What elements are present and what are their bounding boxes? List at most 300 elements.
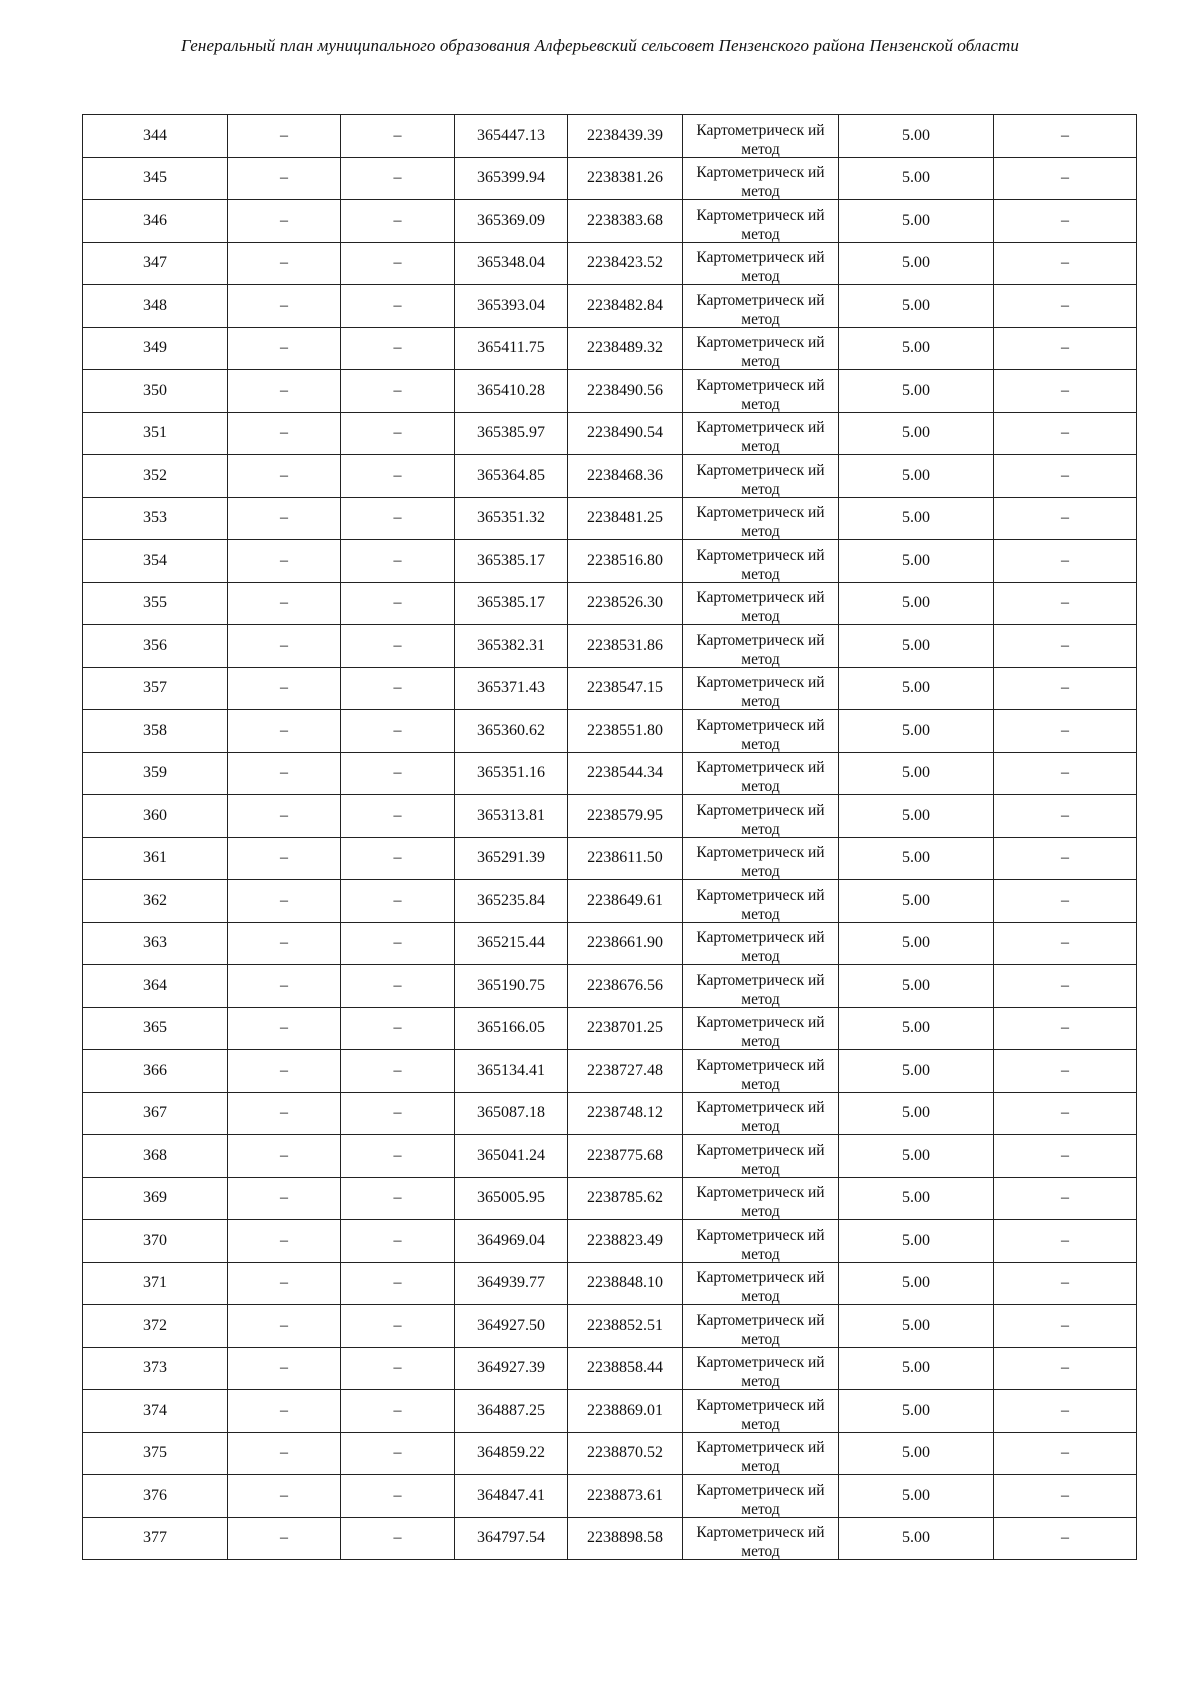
coord-x-cell: 365393.04	[455, 285, 568, 328]
empty-cell-b: –	[341, 497, 455, 540]
note-cell: –	[994, 1007, 1137, 1050]
note-cell: –	[994, 497, 1137, 540]
coord-y-cell: 2238526.30	[568, 582, 683, 625]
coord-x-cell: 364887.25	[455, 1390, 568, 1433]
empty-cell-b: –	[341, 540, 455, 583]
method-cell	[683, 1135, 839, 1178]
coord-y-cell: 2238898.58	[568, 1517, 683, 1560]
table-row	[83, 667, 1137, 710]
method-cell	[683, 1347, 839, 1390]
empty-cell-a: –	[228, 497, 341, 540]
method-cell	[683, 837, 839, 880]
accuracy-cell: 5.00	[839, 327, 994, 370]
note-cell: –	[994, 1220, 1137, 1263]
note-cell: –	[994, 752, 1137, 795]
note-cell: –	[994, 710, 1137, 753]
table-row	[83, 1432, 1137, 1475]
empty-cell-b: –	[341, 1432, 455, 1475]
table-row	[83, 1262, 1137, 1305]
empty-cell-b: –	[341, 582, 455, 625]
table-row	[83, 752, 1137, 795]
point-number-cell: 376	[83, 1475, 228, 1518]
note-cell: –	[994, 1050, 1137, 1093]
note-cell: –	[994, 965, 1137, 1008]
note-cell: –	[994, 582, 1137, 625]
method-cell	[683, 965, 839, 1008]
point-number-cell: 368	[83, 1135, 228, 1178]
empty-cell-a: –	[228, 1177, 341, 1220]
empty-cell-a: –	[228, 1135, 341, 1178]
table-row	[83, 1475, 1137, 1518]
point-number-cell: 364	[83, 965, 228, 1008]
accuracy-cell: 5.00	[839, 710, 994, 753]
coord-y-cell: 2238649.61	[568, 880, 683, 923]
coord-y-cell: 2238858.44	[568, 1347, 683, 1390]
empty-cell-a: –	[228, 1050, 341, 1093]
empty-cell-a: –	[228, 582, 341, 625]
method-cell	[683, 582, 839, 625]
empty-cell-b: –	[341, 965, 455, 1008]
empty-cell-a: –	[228, 1517, 341, 1560]
accuracy-cell: 5.00	[839, 455, 994, 498]
method-text: Картометрическ ий метод	[696, 249, 825, 286]
point-number-cell: 370	[83, 1220, 228, 1263]
note-cell: –	[994, 1347, 1137, 1390]
point-number-cell: 360	[83, 795, 228, 838]
empty-cell-a: –	[228, 370, 341, 413]
empty-cell-a: –	[228, 242, 341, 285]
table-row	[83, 1517, 1137, 1560]
point-number-cell: 345	[83, 157, 228, 200]
empty-cell-b: –	[341, 880, 455, 923]
point-number-cell: 359	[83, 752, 228, 795]
method-cell	[683, 752, 839, 795]
empty-cell-a: –	[228, 1007, 341, 1050]
accuracy-cell: 5.00	[839, 242, 994, 285]
accuracy-cell: 5.00	[839, 285, 994, 328]
empty-cell-a: –	[228, 667, 341, 710]
accuracy-cell: 5.00	[839, 922, 994, 965]
coord-y-cell: 2238579.95	[568, 795, 683, 838]
empty-cell-a: –	[228, 327, 341, 370]
table-row	[83, 285, 1137, 328]
table-row	[83, 1050, 1137, 1093]
note-cell: –	[994, 1262, 1137, 1305]
empty-cell-a: –	[228, 1390, 341, 1433]
method-cell	[683, 880, 839, 923]
table-row	[83, 1177, 1137, 1220]
coord-x-cell: 365369.09	[455, 200, 568, 243]
coord-y-cell: 2238516.80	[568, 540, 683, 583]
empty-cell-b: –	[341, 200, 455, 243]
method-cell	[683, 1305, 839, 1348]
method-cell	[683, 497, 839, 540]
point-number-cell: 355	[83, 582, 228, 625]
method-cell	[683, 1220, 839, 1263]
method-text: Картометрическ ий метод	[696, 1481, 825, 1518]
coord-x-cell: 365447.13	[455, 115, 568, 158]
empty-cell-b: –	[341, 1262, 455, 1305]
point-number-cell: 366	[83, 1050, 228, 1093]
method-text: Картометрическ ий метод	[696, 1226, 825, 1263]
accuracy-cell: 5.00	[839, 370, 994, 413]
method-text: Картометрическ ий метод	[696, 1439, 825, 1476]
point-number-cell: 363	[83, 922, 228, 965]
point-number-cell: 354	[83, 540, 228, 583]
accuracy-cell: 5.00	[839, 837, 994, 880]
method-text: Картометрическ ий метод	[696, 504, 825, 541]
coord-y-cell: 2238852.51	[568, 1305, 683, 1348]
coordinates-table	[82, 114, 1137, 1560]
coord-y-cell: 2238873.61	[568, 1475, 683, 1518]
accuracy-cell: 5.00	[839, 752, 994, 795]
coord-x-cell: 365215.44	[455, 922, 568, 965]
method-text: Картометрическ ий метод	[696, 291, 825, 328]
point-number-cell: 356	[83, 625, 228, 668]
coord-x-cell: 365351.16	[455, 752, 568, 795]
point-number-cell: 347	[83, 242, 228, 285]
point-number-cell: 350	[83, 370, 228, 413]
point-number-cell: 361	[83, 837, 228, 880]
coord-y-cell: 2238490.54	[568, 412, 683, 455]
empty-cell-b: –	[341, 1517, 455, 1560]
coord-y-cell: 2238823.49	[568, 1220, 683, 1263]
method-cell	[683, 1092, 839, 1135]
note-cell: –	[994, 795, 1137, 838]
point-number-cell: 372	[83, 1305, 228, 1348]
accuracy-cell: 5.00	[839, 1092, 994, 1135]
empty-cell-a: –	[228, 752, 341, 795]
note-cell: –	[994, 625, 1137, 668]
note-cell: –	[994, 667, 1137, 710]
empty-cell-b: –	[341, 667, 455, 710]
note-cell: –	[994, 880, 1137, 923]
method-cell	[683, 1177, 839, 1220]
coord-x-cell: 365235.84	[455, 880, 568, 923]
table-row	[83, 1092, 1137, 1135]
accuracy-cell: 5.00	[839, 497, 994, 540]
point-number-cell: 352	[83, 455, 228, 498]
empty-cell-b: –	[341, 837, 455, 880]
method-text: Картометрическ ий метод	[696, 419, 825, 456]
note-cell: –	[994, 1390, 1137, 1433]
method-cell	[683, 412, 839, 455]
point-number-cell: 375	[83, 1432, 228, 1475]
coord-x-cell: 365087.18	[455, 1092, 568, 1135]
note-cell: –	[994, 1305, 1137, 1348]
empty-cell-a: –	[228, 710, 341, 753]
coord-x-cell: 364927.39	[455, 1347, 568, 1390]
method-cell	[683, 157, 839, 200]
note-cell: –	[994, 1177, 1137, 1220]
empty-cell-a: –	[228, 965, 341, 1008]
method-cell	[683, 327, 839, 370]
method-cell	[683, 1517, 839, 1560]
empty-cell-b: –	[341, 157, 455, 200]
coord-y-cell: 2238544.34	[568, 752, 683, 795]
method-text: Картометрическ ий метод	[696, 1354, 825, 1391]
coord-x-cell: 365411.75	[455, 327, 568, 370]
coord-y-cell: 2238785.62	[568, 1177, 683, 1220]
coord-y-cell: 2238551.80	[568, 710, 683, 753]
empty-cell-a: –	[228, 157, 341, 200]
table-row	[83, 370, 1137, 413]
table-row	[83, 1135, 1137, 1178]
method-cell	[683, 795, 839, 838]
method-cell	[683, 242, 839, 285]
method-text: Картометрическ ий метод	[696, 631, 825, 668]
empty-cell-a: –	[228, 285, 341, 328]
method-cell	[683, 370, 839, 413]
note-cell: –	[994, 242, 1137, 285]
table-row	[83, 1220, 1137, 1263]
accuracy-cell: 5.00	[839, 1517, 994, 1560]
accuracy-cell: 5.00	[839, 965, 994, 1008]
empty-cell-b: –	[341, 412, 455, 455]
empty-cell-b: –	[341, 370, 455, 413]
empty-cell-b: –	[341, 710, 455, 753]
table-row	[83, 115, 1137, 158]
method-cell	[683, 922, 839, 965]
method-cell	[683, 1432, 839, 1475]
coord-y-cell: 2238727.48	[568, 1050, 683, 1093]
page-header: Генеральный план муниципального образования Алферьевский сельсовет Пензенского района Пензенской области	[181, 36, 1019, 55]
point-number-cell: 365	[83, 1007, 228, 1050]
method-text: Картометрическ ий метод	[696, 1184, 825, 1221]
method-text: Картометрическ ий метод	[696, 334, 825, 371]
method-text: Картометрическ ий метод	[696, 971, 825, 1008]
empty-cell-b: –	[341, 1347, 455, 1390]
point-number-cell: 377	[83, 1517, 228, 1560]
accuracy-cell: 5.00	[839, 200, 994, 243]
method-text: Картометрическ ий метод	[696, 886, 825, 923]
table-row	[83, 200, 1137, 243]
accuracy-cell: 5.00	[839, 667, 994, 710]
note-cell: –	[994, 455, 1137, 498]
table-row	[83, 242, 1137, 285]
coord-x-cell: 365385.97	[455, 412, 568, 455]
table-row	[83, 1347, 1137, 1390]
empty-cell-a: –	[228, 115, 341, 158]
empty-cell-a: –	[228, 880, 341, 923]
coord-y-cell: 2238676.56	[568, 965, 683, 1008]
method-text: Картометрическ ий метод	[696, 929, 825, 966]
table-row	[83, 412, 1137, 455]
method-text: Картометрическ ий метод	[696, 1524, 825, 1561]
method-cell	[683, 710, 839, 753]
method-cell	[683, 1475, 839, 1518]
point-number-cell: 369	[83, 1177, 228, 1220]
method-text: Картометрическ ий метод	[696, 1311, 825, 1348]
empty-cell-b: –	[341, 1050, 455, 1093]
method-text: Картометрическ ий метод	[696, 546, 825, 583]
method-cell	[683, 1390, 839, 1433]
method-cell	[683, 200, 839, 243]
method-text: Картометрическ ий метод	[696, 844, 825, 881]
method-cell	[683, 1050, 839, 1093]
method-text: Картометрическ ий метод	[696, 1396, 825, 1433]
empty-cell-b: –	[341, 1475, 455, 1518]
coord-y-cell: 2238468.36	[568, 455, 683, 498]
table-row	[83, 1390, 1137, 1433]
table-row	[83, 497, 1137, 540]
empty-cell-a: –	[228, 412, 341, 455]
coord-x-cell: 364939.77	[455, 1262, 568, 1305]
coord-y-cell: 2238490.56	[568, 370, 683, 413]
method-text: Картометрическ ий метод	[696, 206, 825, 243]
note-cell: –	[994, 157, 1137, 200]
method-text: Картометрическ ий метод	[696, 461, 825, 498]
coord-x-cell: 364859.22	[455, 1432, 568, 1475]
empty-cell-b: –	[341, 1177, 455, 1220]
note-cell: –	[994, 1135, 1137, 1178]
method-cell	[683, 1007, 839, 1050]
coord-y-cell: 2238481.25	[568, 497, 683, 540]
accuracy-cell: 5.00	[839, 1177, 994, 1220]
coord-x-cell: 365041.24	[455, 1135, 568, 1178]
empty-cell-b: –	[341, 1135, 455, 1178]
point-number-cell: 353	[83, 497, 228, 540]
empty-cell-b: –	[341, 1390, 455, 1433]
empty-cell-b: –	[341, 922, 455, 965]
method-cell	[683, 1262, 839, 1305]
coord-y-cell: 2238775.68	[568, 1135, 683, 1178]
coord-x-cell: 364927.50	[455, 1305, 568, 1348]
coord-x-cell: 365190.75	[455, 965, 568, 1008]
table-row	[83, 795, 1137, 838]
coord-y-cell: 2238547.15	[568, 667, 683, 710]
note-cell: –	[994, 200, 1137, 243]
note-cell: –	[994, 370, 1137, 413]
coord-y-cell: 2238748.12	[568, 1092, 683, 1135]
table-row	[83, 710, 1137, 753]
empty-cell-a: –	[228, 540, 341, 583]
point-number-cell: 346	[83, 200, 228, 243]
empty-cell-b: –	[341, 1305, 455, 1348]
point-number-cell: 374	[83, 1390, 228, 1433]
method-cell	[683, 625, 839, 668]
point-number-cell: 344	[83, 115, 228, 158]
coord-y-cell: 2238661.90	[568, 922, 683, 965]
table-row	[83, 327, 1137, 370]
accuracy-cell: 5.00	[839, 1050, 994, 1093]
method-text: Картометрическ ий метод	[696, 674, 825, 711]
accuracy-cell: 5.00	[839, 880, 994, 923]
point-number-cell: 371	[83, 1262, 228, 1305]
point-number-cell: 358	[83, 710, 228, 753]
coord-x-cell: 365399.94	[455, 157, 568, 200]
method-text: Картометрическ ий метод	[696, 1269, 825, 1306]
empty-cell-a: –	[228, 1092, 341, 1135]
coord-y-cell: 2238381.26	[568, 157, 683, 200]
coord-x-cell: 365166.05	[455, 1007, 568, 1050]
accuracy-cell: 5.00	[839, 1432, 994, 1475]
point-number-cell: 367	[83, 1092, 228, 1135]
accuracy-cell: 5.00	[839, 1475, 994, 1518]
empty-cell-a: –	[228, 922, 341, 965]
method-text: Картометрическ ий метод	[696, 1141, 825, 1178]
accuracy-cell: 5.00	[839, 157, 994, 200]
method-cell	[683, 540, 839, 583]
empty-cell-b: –	[341, 455, 455, 498]
point-number-cell: 357	[83, 667, 228, 710]
table-row	[83, 157, 1137, 200]
accuracy-cell: 5.00	[839, 1135, 994, 1178]
method-text: Картометрическ ий метод	[696, 1014, 825, 1051]
method-text: Картометрическ ий метод	[696, 801, 825, 838]
note-cell: –	[994, 327, 1137, 370]
coord-x-cell: 365371.43	[455, 667, 568, 710]
coord-y-cell: 2238701.25	[568, 1007, 683, 1050]
note-cell: –	[994, 922, 1137, 965]
note-cell: –	[994, 1517, 1137, 1560]
empty-cell-a: –	[228, 1475, 341, 1518]
note-cell: –	[994, 285, 1137, 328]
note-cell: –	[994, 1432, 1137, 1475]
coord-x-cell: 365360.62	[455, 710, 568, 753]
table-row	[83, 922, 1137, 965]
coord-x-cell: 365385.17	[455, 582, 568, 625]
coord-x-cell: 365291.39	[455, 837, 568, 880]
accuracy-cell: 5.00	[839, 795, 994, 838]
coord-x-cell: 365313.81	[455, 795, 568, 838]
note-cell: –	[994, 540, 1137, 583]
accuracy-cell: 5.00	[839, 625, 994, 668]
accuracy-cell: 5.00	[839, 115, 994, 158]
coord-x-cell: 365351.32	[455, 497, 568, 540]
coord-y-cell: 2238482.84	[568, 285, 683, 328]
coord-y-cell: 2238423.52	[568, 242, 683, 285]
accuracy-cell: 5.00	[839, 1007, 994, 1050]
note-cell: –	[994, 115, 1137, 158]
note-cell: –	[994, 1092, 1137, 1135]
empty-cell-b: –	[341, 795, 455, 838]
note-cell: –	[994, 1475, 1137, 1518]
accuracy-cell: 5.00	[839, 1262, 994, 1305]
method-text: Картометрическ ий метод	[696, 121, 825, 158]
coord-x-cell: 364847.41	[455, 1475, 568, 1518]
empty-cell-a: –	[228, 1262, 341, 1305]
table-row	[83, 1007, 1137, 1050]
method-text: Картометрическ ий метод	[696, 589, 825, 626]
method-text: Картометрическ ий метод	[696, 716, 825, 753]
table-row	[83, 455, 1137, 498]
empty-cell-a: –	[228, 200, 341, 243]
empty-cell-b: –	[341, 625, 455, 668]
method-text: Картометрическ ий метод	[696, 1099, 825, 1136]
coord-y-cell: 2238848.10	[568, 1262, 683, 1305]
method-text: Картометрическ ий метод	[696, 759, 825, 796]
note-cell: –	[994, 412, 1137, 455]
accuracy-cell: 5.00	[839, 1390, 994, 1433]
coord-x-cell: 365410.28	[455, 370, 568, 413]
coord-x-cell: 365348.04	[455, 242, 568, 285]
coord-x-cell: 365364.85	[455, 455, 568, 498]
empty-cell-a: –	[228, 1305, 341, 1348]
coord-x-cell: 364797.54	[455, 1517, 568, 1560]
table-row	[83, 965, 1137, 1008]
empty-cell-b: –	[341, 327, 455, 370]
coord-y-cell: 2238489.32	[568, 327, 683, 370]
coord-x-cell: 365134.41	[455, 1050, 568, 1093]
empty-cell-a: –	[228, 837, 341, 880]
coord-y-cell: 2238611.50	[568, 837, 683, 880]
point-number-cell: 348	[83, 285, 228, 328]
empty-cell-a: –	[228, 1220, 341, 1263]
table-row	[83, 625, 1137, 668]
point-number-cell: 351	[83, 412, 228, 455]
coord-y-cell: 2238531.86	[568, 625, 683, 668]
